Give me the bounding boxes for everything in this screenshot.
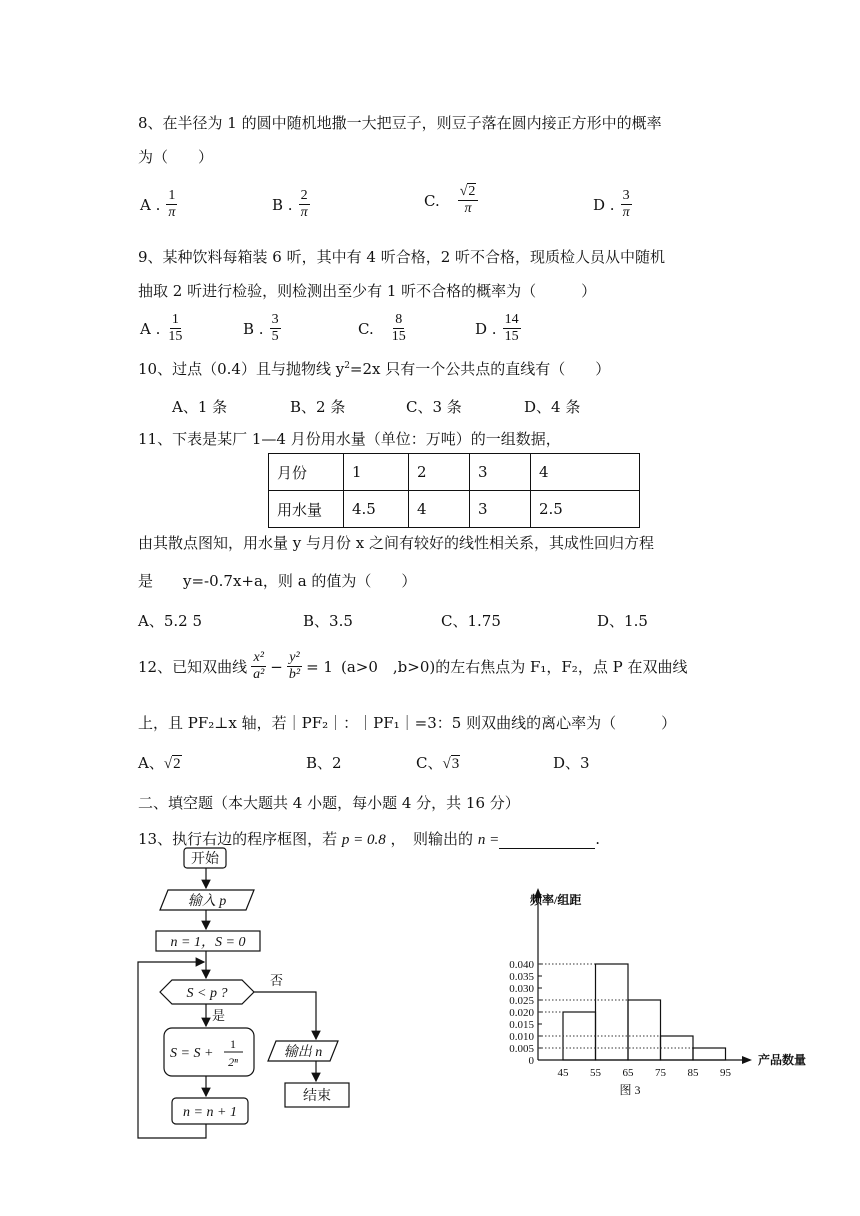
- table-cell: 月份: [269, 454, 344, 491]
- q8-line1: 8、在半径为 1 的圆中随机地撒一大把豆子，则豆子落在圆内接正方形中的概率: [138, 114, 662, 132]
- q12-option-c: C、√3: [416, 754, 460, 772]
- fraction: $\frac{\text{y²}}{\text{b²}}$: [288, 650, 301, 683]
- q8-option-a: [140, 188, 179, 221]
- table-cell: 3: [470, 454, 531, 491]
- table-cell: 4.5: [344, 491, 409, 528]
- q11-option-c: C、1.75: [441, 612, 501, 630]
- q10-option-a: A、1 条: [172, 398, 228, 416]
- option-label: B .: [243, 319, 264, 338]
- x-axis-label: 产品数量: [758, 1053, 807, 1067]
- table-cell: 4: [409, 491, 470, 528]
- q12-option-b: B、2: [306, 754, 342, 772]
- option-label: D .: [475, 319, 497, 338]
- option-label: A .: [140, 319, 161, 338]
- section-heading: 二、填空题（本大题共 4 小题，每小题 4 分，共 16 分）: [138, 794, 520, 812]
- q9-option-a: [140, 312, 186, 345]
- option-label: B .: [272, 195, 293, 214]
- flow-output-label: 输出 n: [283, 1045, 323, 1060]
- fraction: $\frac{3}{5}$: [271, 312, 279, 345]
- q11-option-d: D、1.5: [597, 612, 648, 630]
- flow-update-s-label: S = S +: [170, 1046, 214, 1061]
- histogram-bar: [693, 1048, 726, 1060]
- y-tick-label: 0.025: [509, 995, 534, 1007]
- option-label: A .: [140, 195, 161, 214]
- histogram-bar: [596, 964, 629, 1060]
- answer-blank[interactable]: [499, 834, 595, 849]
- q9-option-d: [475, 312, 523, 345]
- water-usage-table: [268, 453, 640, 528]
- fraction: $\frac{8}{15}$: [391, 312, 406, 345]
- table-cell: 3: [470, 491, 531, 528]
- table-cell: 2: [409, 454, 470, 491]
- q10-option-d: D、4 条: [524, 398, 581, 416]
- q11-line1: 11、下表是某厂 1—4 月份用水量（单位：万吨）的一组数据，: [138, 430, 561, 448]
- x-tick-label: 85: [687, 1067, 699, 1079]
- histogram-bar: [628, 1000, 661, 1060]
- y-tick-label: 0.035: [509, 971, 534, 983]
- flowchart: [130, 842, 370, 1142]
- flow-init-label: n = 1，S = 0: [170, 935, 246, 950]
- q12-option-d: D、3: [553, 754, 590, 772]
- q9-option-b: [243, 312, 283, 345]
- flow-no-arrow: [254, 992, 316, 1039]
- q13-stem: 13、执行右边的程序框图，若 p = 0.8 ， 则输出的 n = .: [138, 830, 600, 848]
- chart-caption: 图 3: [619, 1083, 641, 1097]
- y-axis-label: 频率/组距: [530, 893, 582, 907]
- x-tick-label: 95: [720, 1067, 731, 1079]
- x-axis-arrow: [742, 1056, 752, 1064]
- frequency-histogram: [480, 880, 820, 1100]
- x-tick-label: 55: [590, 1067, 601, 1079]
- table-cell: 用水量: [269, 491, 344, 528]
- fraction: $\frac{1}{15}$: [168, 312, 183, 345]
- q8-line2: 为（ ）: [138, 148, 214, 166]
- option-label: C.: [358, 319, 374, 338]
- fraction: $\frac{3}{\pi}$: [622, 188, 630, 221]
- flow-no-label: 否: [270, 973, 284, 988]
- fraction: $\frac{1}{\pi}$: [168, 188, 176, 221]
- q11-line3: 是 y=-0.7x+a，则 a 的值为（ ）: [138, 572, 417, 590]
- fraction: $\frac{14}{15}$: [504, 312, 519, 345]
- q8-option-b: [272, 188, 312, 221]
- flow-update-s-den: 2ⁿ: [228, 1055, 238, 1069]
- flow-update-n-label: n = n + 1: [183, 1105, 237, 1120]
- q11-option-b: B、3.5: [303, 612, 353, 630]
- y-tick-label: 0.015: [509, 1019, 534, 1031]
- q10-option-b: B、2 条: [290, 398, 346, 416]
- q9-option-c: [358, 312, 410, 345]
- q11-line2: 由其散点图知，用水量 y 与月份 x 之间有较好的线性相关系，其成性回归方程: [138, 534, 655, 552]
- q12-option-a: A、√2: [138, 754, 181, 772]
- option-label: D .: [593, 195, 615, 214]
- q11-option-a: A、5.2 5: [138, 612, 202, 630]
- table-cell: 2.5: [531, 491, 640, 528]
- flow-start-label: 开始: [191, 852, 219, 867]
- table-row: [269, 491, 640, 528]
- q8-option-c: [424, 184, 480, 217]
- q10-option-c: C、3 条: [406, 398, 462, 416]
- y-tick-label: 0.005: [509, 1043, 534, 1055]
- y-tick-label: 0.030: [509, 983, 534, 995]
- fraction: $\frac{\text{x²}}{\text{a²}}$: [253, 650, 265, 683]
- option-label: C.: [424, 191, 440, 210]
- q12-stem: 12、已知双曲线 $\frac{\text{x²}}{\text{a²}}$ − $\frac{\text{y²}}{\text{b²}}$ = 1 (a>0 ,b>0)的左右焦点为 F₁，F₂，点 P 在双曲线: [138, 650, 688, 683]
- q9-line2: 抽取 2 听进行检验，则检测出至少有 1 听不合格的概率为（ ）: [138, 282, 597, 300]
- fraction: $\frac{√2}{\pi}$: [458, 184, 479, 217]
- table-row: [269, 454, 640, 491]
- y-tick-label: 0.020: [509, 1007, 534, 1019]
- q9-line1: 9、某种饮料每箱装 6 听，其中有 4 听合格，2 听不合格，现质检人员从中随机: [138, 248, 666, 266]
- flow-condition-label: S < p ?: [186, 986, 228, 1001]
- q10-stem: 10、过点（0.4）且与抛物线 $y^2=2x$ 只有一个公共点的直线有（ ）: [138, 360, 611, 378]
- fraction: $\frac{2}{\pi}$: [300, 188, 308, 221]
- x-tick-label: 65: [622, 1067, 634, 1079]
- y-tick-label: 0: [528, 1055, 534, 1067]
- x-tick-label: 45: [557, 1067, 569, 1079]
- q12-line2: 上，且 PF₂⊥x 轴，若｜PF₂｜：｜PF₁｜=3：5 则双曲线的离心率为（ ）: [138, 714, 677, 732]
- y-tick-label: 0.010: [509, 1031, 534, 1043]
- x-tick-label: 75: [655, 1067, 666, 1079]
- y-tick-label: 0.040: [509, 959, 534, 971]
- flow-input-label: 输入 p: [187, 894, 227, 909]
- flow-yes-label: 是: [212, 1008, 226, 1023]
- flow-update-s-num: 1: [230, 1037, 236, 1051]
- table-cell: 1: [344, 454, 409, 491]
- table-cell: 4: [531, 454, 640, 491]
- q8-option-d: [593, 188, 634, 221]
- flow-end-label: 结束: [303, 1089, 331, 1104]
